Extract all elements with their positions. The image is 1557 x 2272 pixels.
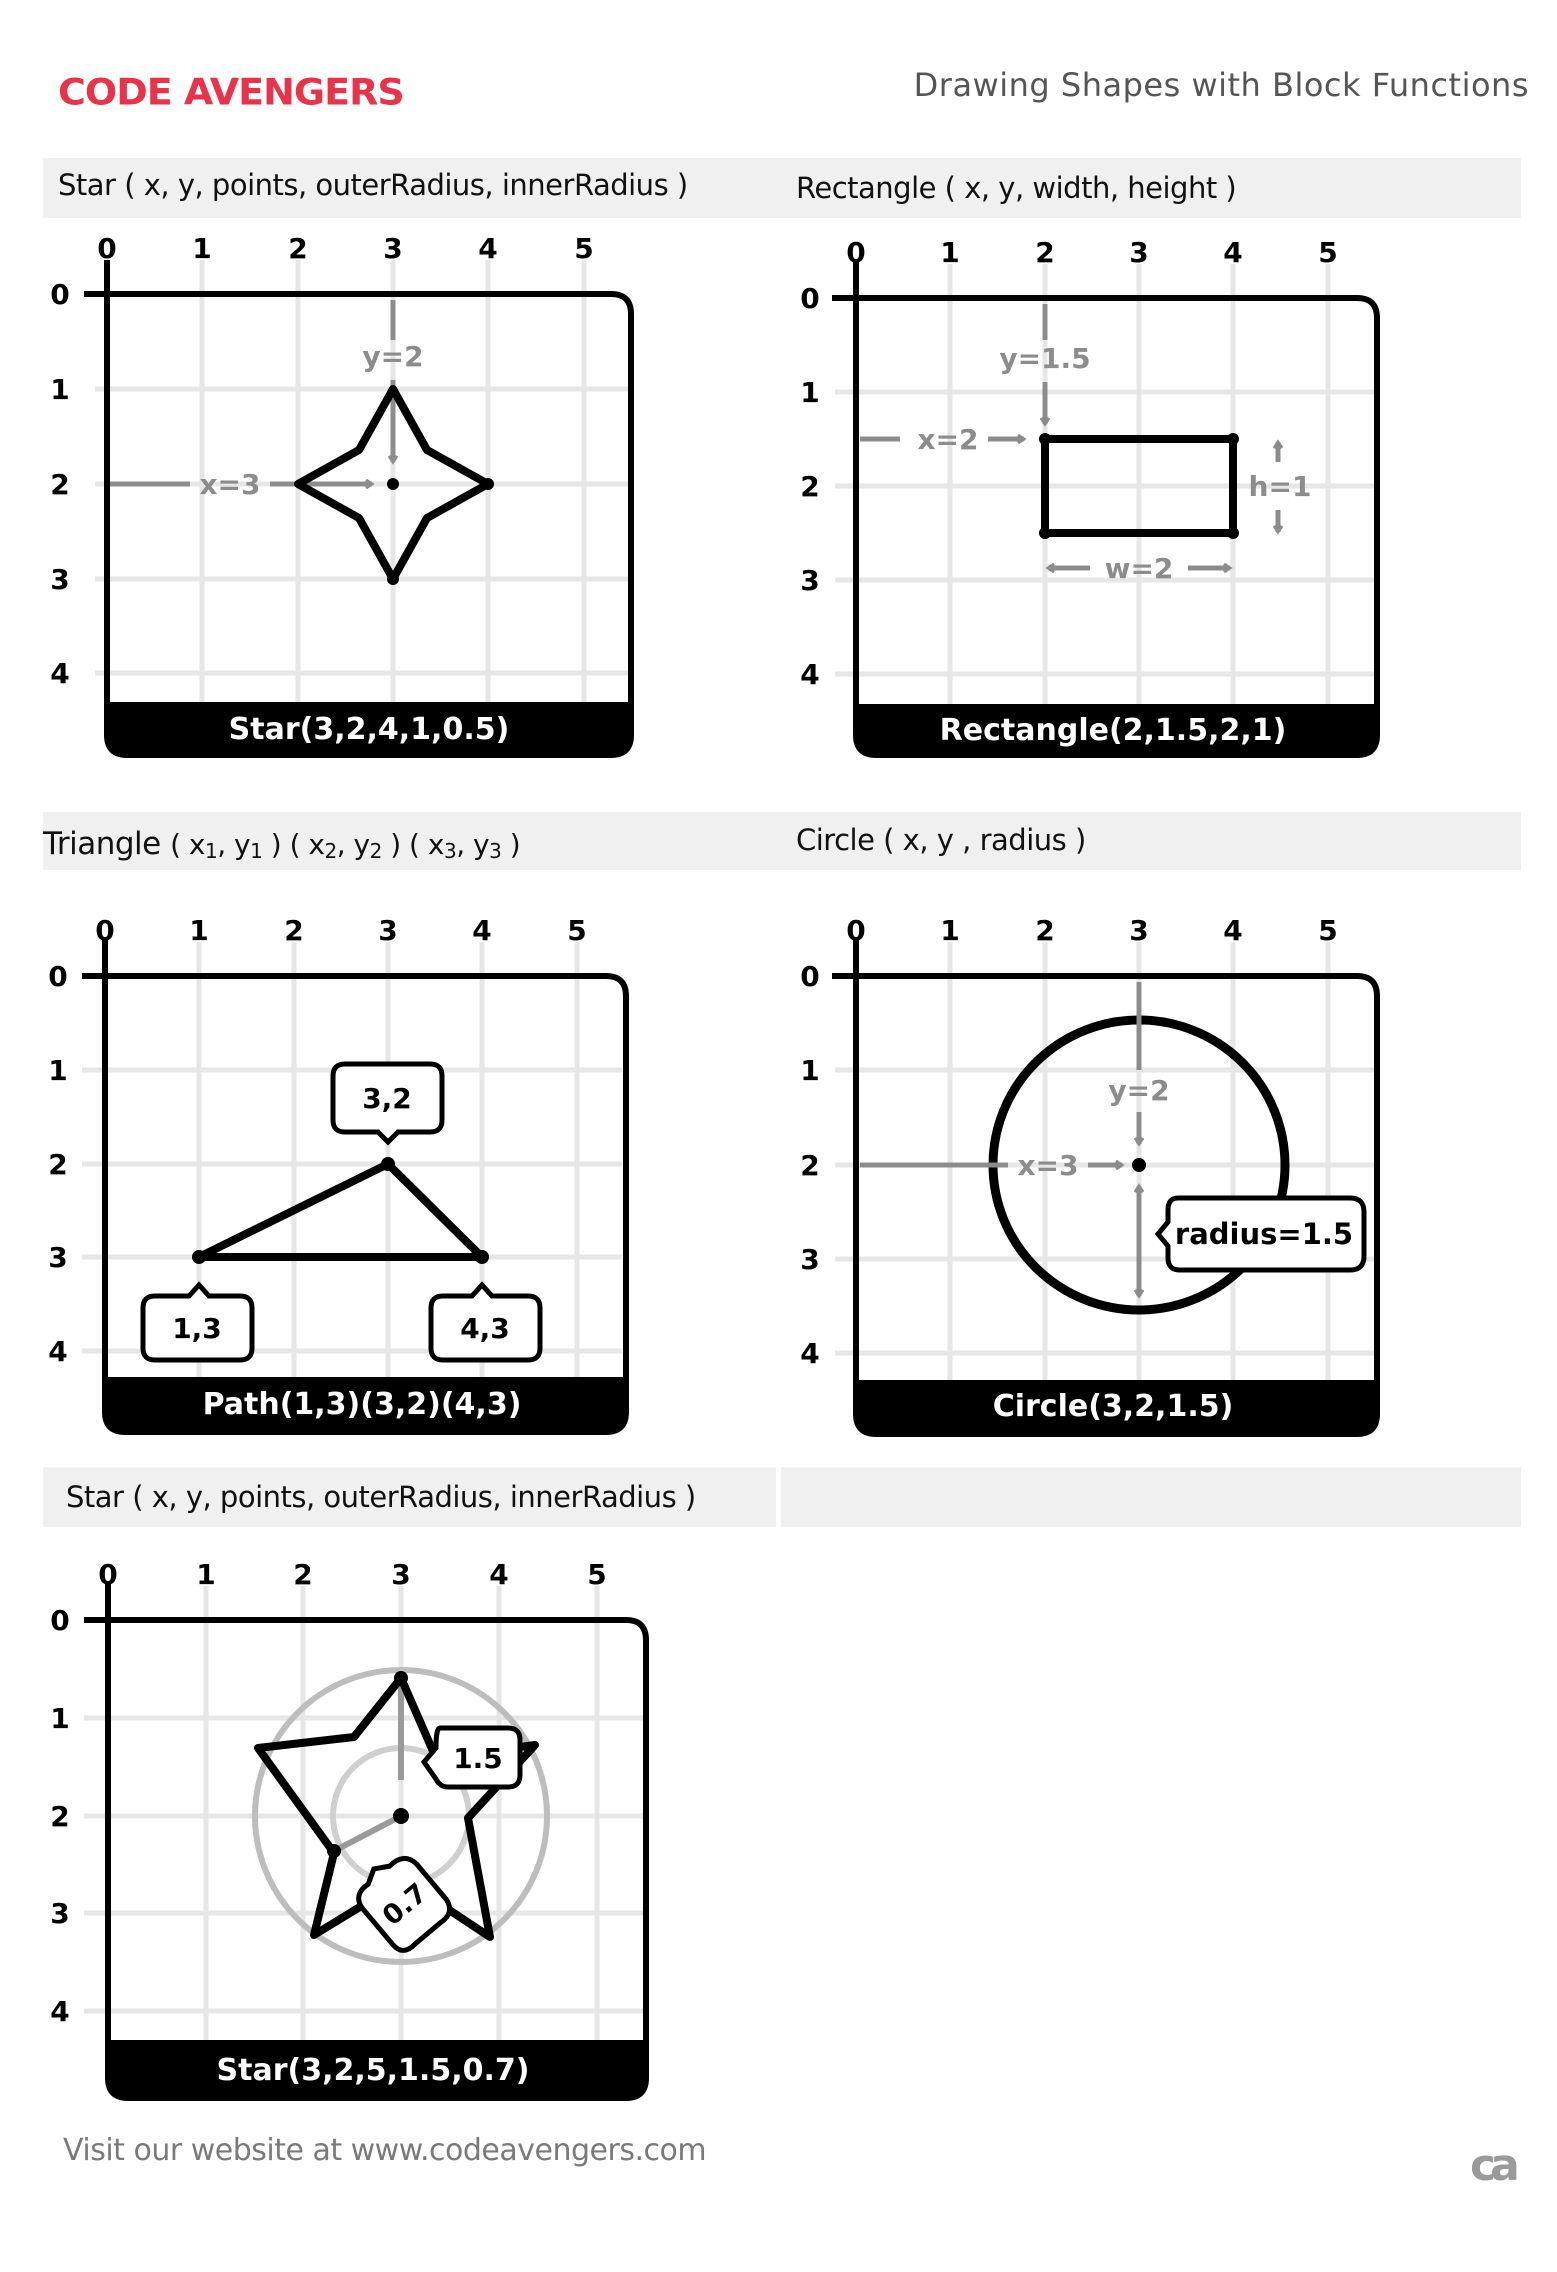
y-annotation: y=1.5 xyxy=(999,342,1091,375)
svg-text:1: 1 xyxy=(940,914,960,947)
svg-text:4: 4 xyxy=(800,1337,820,1370)
footer-website-link[interactable]: Visit our website at www.codeavengers.com xyxy=(63,2133,707,2168)
svg-text:0: 0 xyxy=(846,236,866,269)
banner-star-signature: Star ( x, y, points, outerRadius, innerRadius ) xyxy=(58,168,688,202)
svg-text:1.5: 1.5 xyxy=(453,1742,503,1775)
svg-text:0: 0 xyxy=(97,232,117,265)
svg-text:1: 1 xyxy=(196,1558,216,1591)
svg-text:0: 0 xyxy=(98,1558,118,1591)
footer-ca-logo: ca xyxy=(1470,2140,1514,2191)
svg-text:1: 1 xyxy=(800,376,820,409)
svg-text:3: 3 xyxy=(50,563,70,596)
chart-circle xyxy=(800,914,1377,1434)
svg-text:3: 3 xyxy=(383,232,403,265)
svg-text:3: 3 xyxy=(800,1243,820,1276)
svg-text:4,3: 4,3 xyxy=(460,1312,510,1345)
svg-text:4: 4 xyxy=(489,1558,509,1591)
w-annotation: w=2 xyxy=(1104,552,1174,585)
svg-text:3: 3 xyxy=(391,1558,411,1591)
chart-rectangle xyxy=(800,236,1377,755)
svg-text:2: 2 xyxy=(288,232,308,265)
svg-text:3,2: 3,2 xyxy=(362,1082,412,1115)
h-annotation: h=1 xyxy=(1248,470,1312,503)
banner-triangle-name: Triangle xyxy=(43,826,161,862)
svg-text:0: 0 xyxy=(48,960,68,993)
code-avengers-logo: CODE AVENGERS xyxy=(58,71,404,113)
banner-rectangle-signature: Rectangle ( x, y, width, height ) xyxy=(796,171,1237,205)
svg-text:2: 2 xyxy=(800,470,820,503)
caption-text: Star(3,2,5,1.5,0.7) xyxy=(216,2053,530,2088)
svg-text:1: 1 xyxy=(940,236,960,269)
svg-text:4: 4 xyxy=(472,914,492,947)
banner-star2-signature: Star ( x, y, points, outerRadius, innerRadius ) xyxy=(66,1480,696,1514)
svg-text:2: 2 xyxy=(800,1149,820,1182)
x-axis-ticks xyxy=(97,232,593,265)
svg-text:2: 2 xyxy=(284,914,304,947)
grid-lines xyxy=(95,260,628,702)
y-annotation: y=2 xyxy=(362,340,424,373)
svg-text:0: 0 xyxy=(800,960,820,993)
x-annotation: x=3 xyxy=(1017,1149,1079,1182)
svg-text:3: 3 xyxy=(1129,914,1149,947)
svg-text:3: 3 xyxy=(378,914,398,947)
svg-text:5: 5 xyxy=(1318,914,1338,947)
caption-text: Circle(3,2,1.5) xyxy=(992,1389,1234,1424)
svg-text:0: 0 xyxy=(800,282,820,315)
svg-text:5: 5 xyxy=(587,1558,607,1591)
svg-text:1: 1 xyxy=(50,1702,70,1735)
svg-text:2: 2 xyxy=(293,1558,313,1591)
triangle-shape xyxy=(199,1164,482,1257)
svg-text:5: 5 xyxy=(567,914,587,947)
banner-circle-signature: Circle ( x, y , radius ) xyxy=(796,823,1086,857)
svg-text:5: 5 xyxy=(1318,236,1338,269)
svg-text:1: 1 xyxy=(189,914,209,947)
svg-text:3: 3 xyxy=(1129,236,1149,269)
svg-text:3: 3 xyxy=(50,1897,70,1930)
y-annotation: y=2 xyxy=(1108,1074,1170,1107)
chart-triangle xyxy=(48,914,626,1432)
svg-text:0.7: 0.7 xyxy=(376,1877,434,1932)
svg-text:4: 4 xyxy=(800,658,820,691)
x-annotation: x=2 xyxy=(917,423,979,456)
svg-text:2: 2 xyxy=(1035,236,1055,269)
svg-text:0: 0 xyxy=(846,914,866,947)
chart-star-5-points xyxy=(50,1558,646,2098)
svg-text:3: 3 xyxy=(800,564,820,597)
svg-text:1,3: 1,3 xyxy=(172,1312,222,1345)
y-axis-ticks xyxy=(50,278,69,690)
svg-text:1: 1 xyxy=(800,1054,820,1087)
svg-text:2: 2 xyxy=(50,1800,70,1833)
svg-text:2: 2 xyxy=(50,468,70,501)
plot-frame xyxy=(84,260,631,755)
document-title: Drawing Shapes with Block Functions xyxy=(913,66,1529,104)
svg-text:0: 0 xyxy=(50,278,70,311)
svg-text:4: 4 xyxy=(50,657,70,690)
svg-text:3: 3 xyxy=(48,1241,68,1274)
caption-text: Rectangle(2,1.5,2,1) xyxy=(939,713,1287,748)
svg-text:1: 1 xyxy=(50,373,70,406)
svg-text:2: 2 xyxy=(48,1148,68,1181)
svg-text:2: 2 xyxy=(1035,914,1055,947)
svg-text:0: 0 xyxy=(95,914,115,947)
svg-text:4: 4 xyxy=(1223,236,1243,269)
svg-text:1: 1 xyxy=(192,232,212,265)
svg-text:1: 1 xyxy=(48,1054,68,1087)
svg-text:4: 4 xyxy=(478,232,498,265)
svg-text:radius=1.5: radius=1.5 xyxy=(1174,1217,1354,1251)
caption-text: Path(1,3)(3,2)(4,3) xyxy=(202,1387,522,1422)
svg-text:4: 4 xyxy=(1223,914,1243,947)
svg-text:4: 4 xyxy=(48,1335,68,1368)
caption-text: Star(3,2,4,1,0.5) xyxy=(228,712,510,747)
svg-text:0: 0 xyxy=(50,1604,70,1637)
x-annotation: x=3 xyxy=(199,468,261,501)
banner-triangle-args: ( $x_1$, $y_1$ ) ( $x_2$, $y_2$ ) ( $x_3$, $y_3$ ) xyxy=(170,828,521,863)
svg-text:5: 5 xyxy=(574,232,594,265)
chart-star-4-points xyxy=(50,232,631,755)
svg-text:4: 4 xyxy=(50,1995,70,2028)
